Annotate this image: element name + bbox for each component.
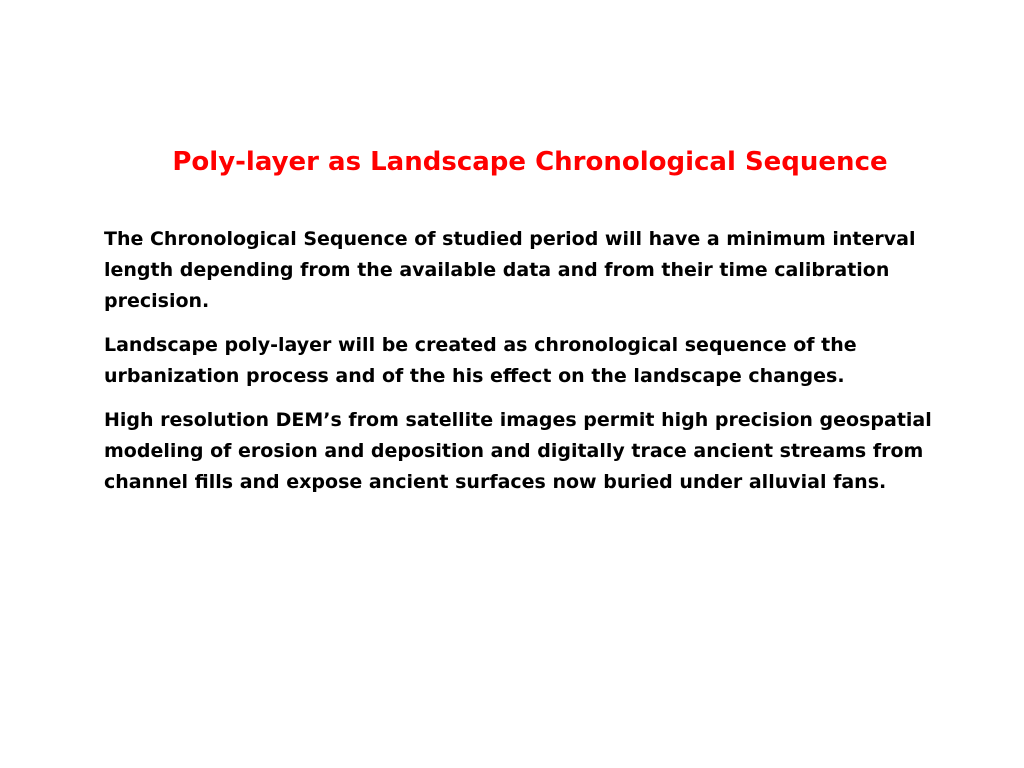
slide-title: Poly-layer as Landscape Chronological Sequence <box>172 147 888 177</box>
paragraph-high-resolution-dem: High resolution DEM’s from satellite images permit high precision geospatial modeling of erosion and deposition and digitally trace ancient streams from channel fills and expose ancient surfaces now buried under alluvial fans. <box>104 409 932 493</box>
slide-body <box>104 224 964 511</box>
paragraph-landscape-poly-layer: Landscape poly-layer will be created as chronological sequence of the urbanization process and of the his effect on the landscape changes. <box>104 334 857 387</box>
paragraph-chronological-sequence: The Chronological Sequence of studied period will have a minimum interval length depending from the available data and from their time calibration precision. <box>104 228 916 312</box>
